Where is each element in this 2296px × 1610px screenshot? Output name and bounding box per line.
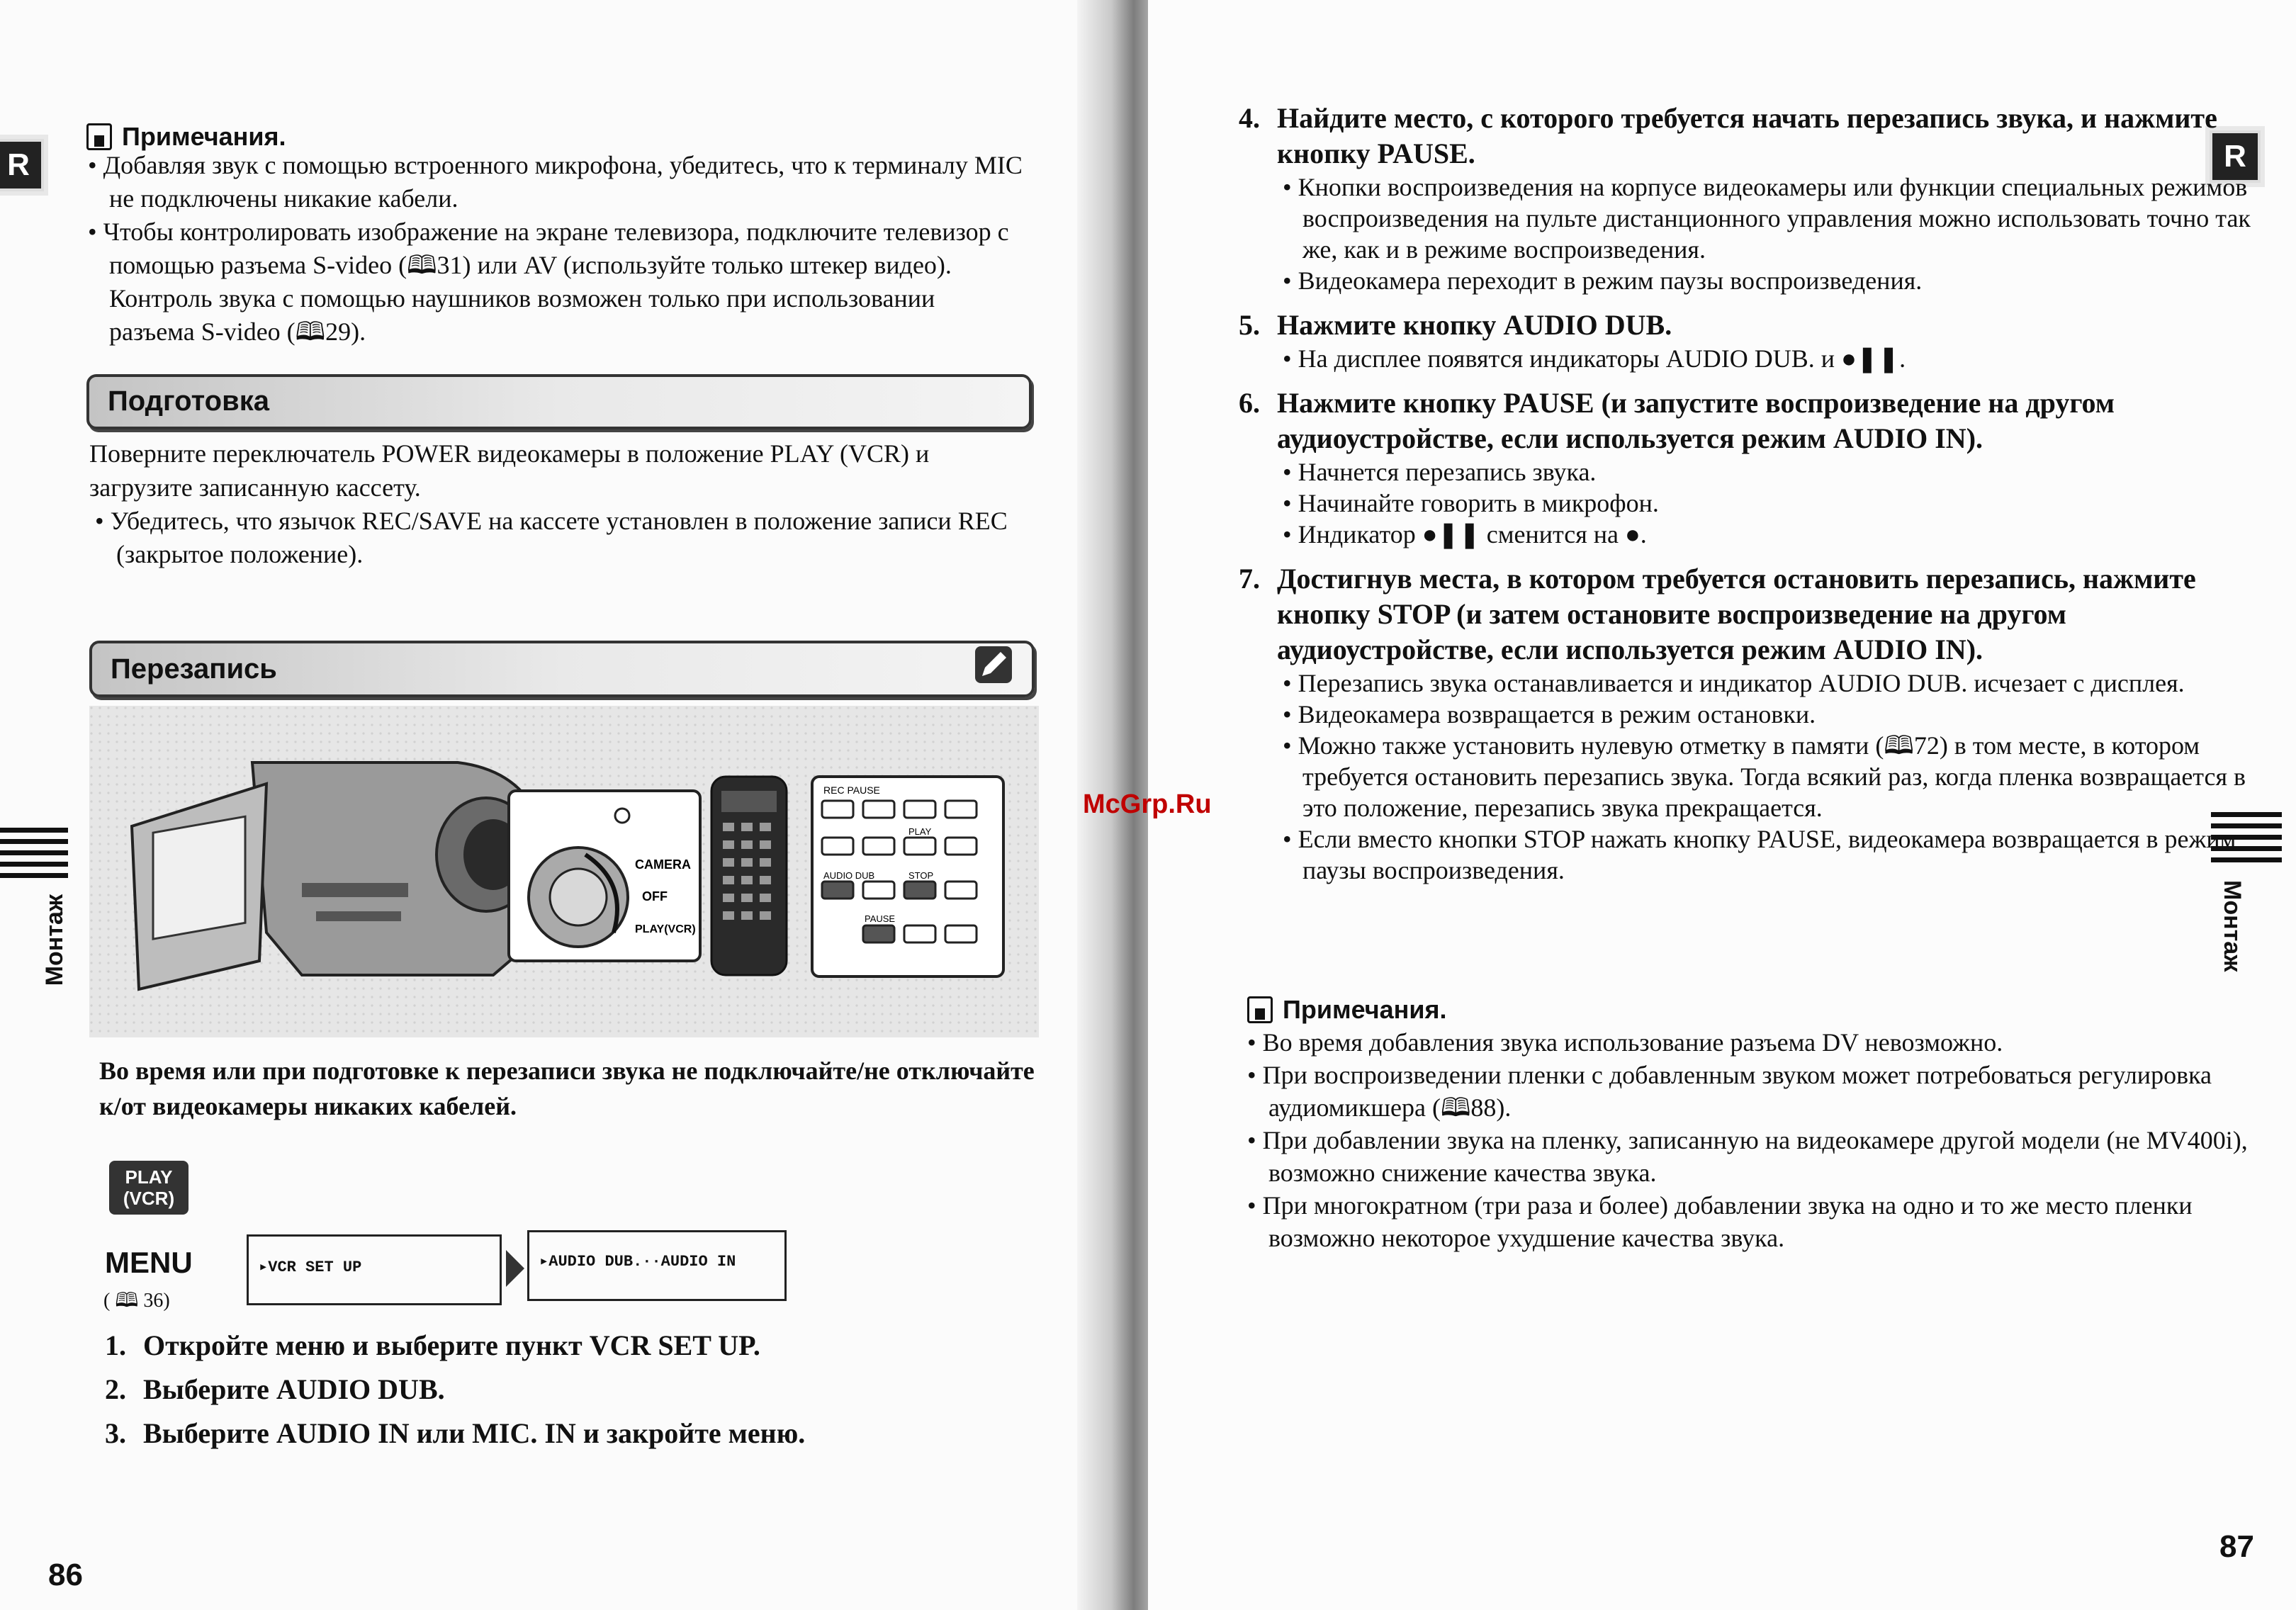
- pencil-icon: [974, 645, 1013, 685]
- note-item: • При добавлении звука на пленку, записанную на видеокамере другой модели (не MV400i), возможно снижение качества звука.: [1247, 1126, 2248, 1187]
- note-item: • При многократном (три раза и более) добавлении звука на одно и то же место пленки возможно некоторое ухудшение качества звука.: [1247, 1191, 2193, 1252]
- section-stripes: [0, 828, 68, 884]
- dial-off-label: OFF: [642, 889, 668, 903]
- play-label: PLAY: [908, 826, 932, 837]
- notes-title: Примечания.: [1283, 995, 1447, 1024]
- step-note: • Видеокамера возвращается в режим остановки.: [1283, 700, 1816, 728]
- dial-camera-label: CAMERA: [635, 857, 691, 872]
- note-item: • Во время добавления звука использование разъема DV невозможно.: [1247, 1028, 2003, 1057]
- notes-heading: [86, 122, 286, 152]
- step-item: 5. Нажмите кнопку AUDIO DUB.: [1239, 309, 1672, 341]
- language-tab: R: [2210, 130, 2261, 183]
- right-page: [1148, 0, 2296, 1610]
- step-item: 7. Достигнув места, в котором требуется остановить перезапись, нажмите кнопку STOP (и затем остановите воспроизведение на другом аудиоустройстве, если используется режим AUDIO IN).: [1239, 563, 2196, 665]
- power-dial-inset: [509, 791, 700, 961]
- note-icon: [86, 123, 112, 150]
- page-number: 86: [48, 1558, 83, 1592]
- note-item: • Добавляя звук с помощью встроенного микрофона, убедитесь, что к терминалу MIC не подключены никакие кабели.: [88, 151, 1023, 213]
- notes-title: Примечания.: [122, 122, 286, 151]
- step-note: • Перезапись звука останавливается и индикатор AUDIO DUB. исчезает с дисплея.: [1283, 669, 2185, 697]
- step-note: • На дисплее появятся индикаторы AUDIO DUB. и ●❚❚.: [1283, 344, 1906, 373]
- language-tab: R: [0, 139, 44, 191]
- stop-label: STOP: [908, 870, 934, 881]
- notes-list: [1247, 1026, 2253, 1254]
- menu-box-vcr-setup: ▸VCR SET UP: [247, 1234, 502, 1305]
- menu-ref: ( 🕮 36): [103, 1290, 170, 1312]
- watermark: McGrp.Ru: [1083, 789, 1212, 819]
- note-item: • Чтобы контролировать изображение на экране телевизора, подключите телевизор с помощью разъема S-video (🕮31) или AV (используйте только штекер видео). Контроль звука с помощью наушников возможен только при использовании разъема S-video (🕮29).: [88, 218, 1009, 346]
- cable-warning: Во время или при подготовке к перезаписи звука не подключайте/не отключайте к/от видеокамеры никаких кабелей.: [99, 1057, 1035, 1120]
- step-note: • Индикатор ●❚❚ сменится на ●.: [1283, 520, 1647, 548]
- step-note: • Если вместо кнопки STOP нажать кнопку PAUSE, видеокамера возвращается в режим паузы воспроизведения.: [1283, 825, 2236, 884]
- note-item: • При воспроизведении пленки с добавленным звуком может потребоваться регулировка аудиомикшера (🕮88).: [1247, 1061, 2212, 1122]
- menu-box-audio-dub: ▸AUDIO DUB.··AUDIO IN: [527, 1230, 787, 1301]
- prep-text: Поверните переключатель POWER видеокамеры в положение PLAY (VCR) и загрузите записанную кассету.: [89, 439, 930, 502]
- step-note: • Можно также установить нулевую отметку в памяти (🕮72) в том месте, в котором требуется остановить перезапись звука. Тогда всякий раз, когда пленка возвращается в это положение, перезапись звука прекращается.: [1283, 731, 2246, 822]
- steps-list-left: [105, 1328, 1047, 1451]
- notes-list: [88, 149, 1023, 349]
- arrow-right-icon: [503, 1247, 529, 1290]
- remote-control-illustration: [711, 777, 787, 975]
- step-item: 6. Нажмите кнопку PAUSE (и запустите воспроизведение на другом аудиоустройстве, если используется режим AUDIO IN).: [1239, 387, 2115, 454]
- left-page: [0, 0, 1105, 1610]
- section-label: Монтаж: [2219, 880, 2246, 972]
- prep-bullet: • Убедитесь, что язычок REC/SAVE на кассете установлен в положение записи REC (закрытое положение).: [95, 507, 1008, 568]
- prep-heading: Подготовка: [86, 374, 1032, 429]
- prep-section: [89, 437, 1032, 571]
- pause-label: PAUSE: [865, 913, 896, 924]
- step-item: 3. Выберите AUDIO IN или MIC. IN и закройте меню.: [105, 1417, 806, 1449]
- step-item: 4. Найдите место, с которого требуется начать перезапись звука, и нажмите кнопку PAUSE.: [1239, 102, 2217, 169]
- page-number: 87: [2219, 1529, 2254, 1564]
- step-item: 1. Откройте меню и выберите пункт VCR SET UP.: [105, 1329, 760, 1361]
- steps-list-right: [1239, 101, 2273, 886]
- dub-illustration: [89, 706, 1039, 1037]
- step-item: 2. Выберите AUDIO DUB.: [105, 1373, 445, 1405]
- dub-title: Перезапись: [111, 653, 277, 685]
- remote-buttons-inset: [812, 777, 1003, 976]
- step-note: • Кнопки воспроизведения на корпусе видеокамеры или функции специальных режимов воспроизведения на пульте дистанционного управления можно использовать точно так же, как и в режиме воспроизведения.: [1283, 173, 2251, 264]
- rec-pause-label: REC PAUSE: [823, 784, 880, 796]
- mode-badge: PLAY (VCR): [109, 1161, 188, 1215]
- step-note: • Видеокамера переходит в режим паузы воспроизведения.: [1283, 266, 1923, 295]
- notes-heading: [1247, 995, 1447, 1025]
- note-icon: [1247, 996, 1273, 1023]
- dial-play-label: PLAY(VCR): [635, 923, 696, 935]
- section-label: Монтаж: [41, 894, 68, 986]
- step-note: • Начинайте говорить в микрофон.: [1283, 489, 1659, 517]
- step-note: • Начнется перезапись звука.: [1283, 458, 1597, 486]
- dub-heading: [89, 641, 1035, 697]
- menu-label: MENU: [105, 1246, 193, 1279]
- audio-dub-label: AUDIO DUB: [823, 870, 875, 881]
